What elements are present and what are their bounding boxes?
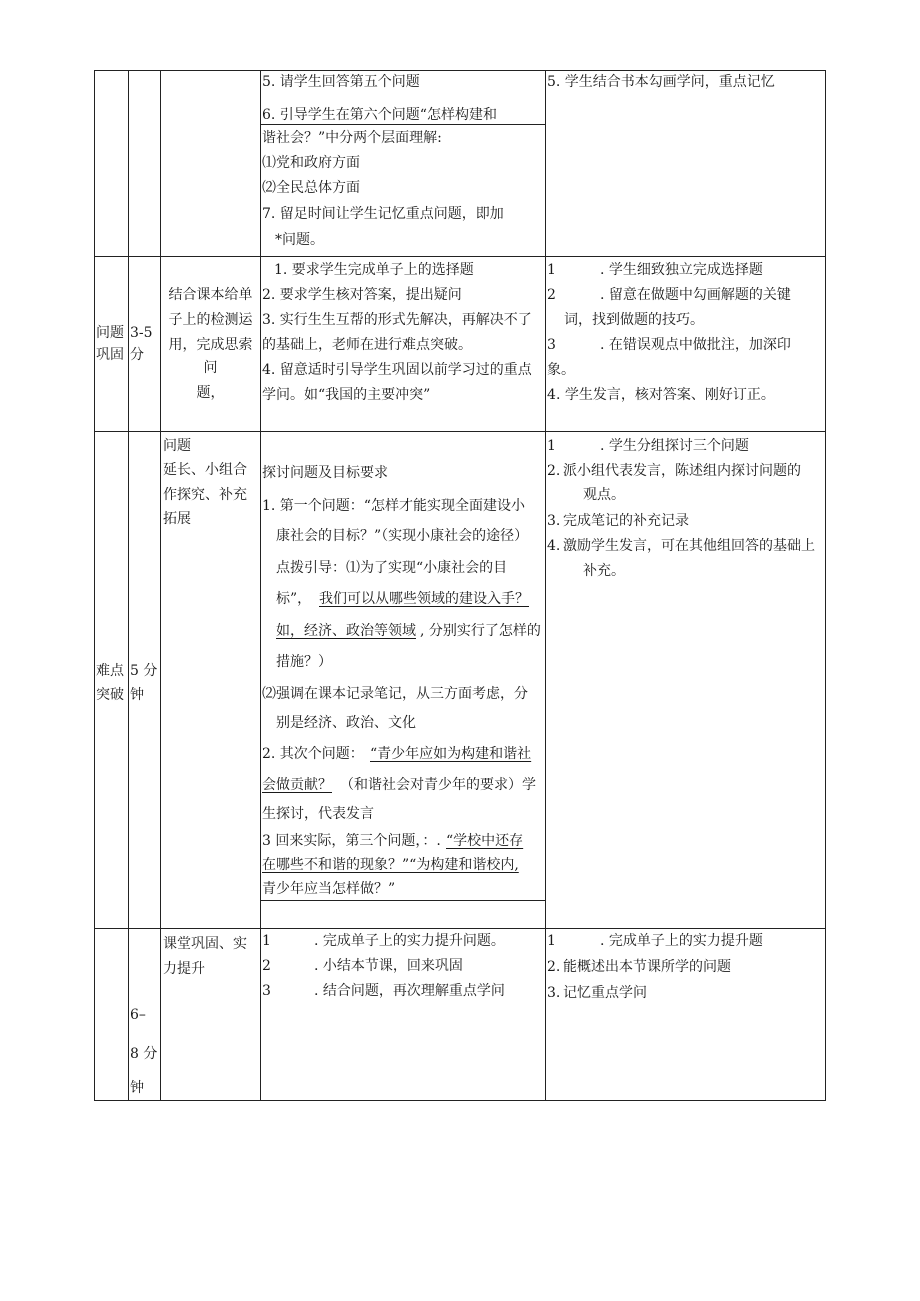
teacher-line-underlined: 在哪些不和谐的现象？”“为构建和谐校内, bbox=[262, 857, 519, 873]
col-divider-stage bbox=[128, 70, 129, 1100]
student-line: 派小组代表发言，陈述组内探讨问题的 bbox=[563, 463, 801, 479]
stage-label: 难点 bbox=[96, 663, 124, 679]
teacher-line-underlined: 如，经济、政治等领域 bbox=[276, 623, 416, 639]
student-num: 1 bbox=[547, 438, 556, 454]
student-line: . 留意在做题中勾画解题的关键 bbox=[600, 287, 791, 303]
teacher-line: 标”， bbox=[276, 591, 312, 607]
time-label: 钟 bbox=[130, 687, 144, 703]
student-line: 观点。 bbox=[583, 487, 625, 503]
teacher-inner-rule bbox=[260, 124, 545, 125]
student-num: 2. bbox=[547, 959, 561, 975]
col-divider-teacher bbox=[545, 70, 546, 1100]
student-line: 5. 学生结合书本勾画学问，重点记忆 bbox=[547, 74, 775, 90]
col-divider-activity bbox=[260, 70, 261, 1100]
student-num: 3 bbox=[547, 337, 556, 353]
teacher-line: 康社会的目标？”（实现小康社会的途径） bbox=[276, 528, 529, 544]
teacher-line: *问题。 bbox=[275, 232, 324, 248]
teacher-line: ⑵强调在课本记录笔记，从三方面考虑，分 bbox=[262, 686, 528, 702]
time-label: 3-5 bbox=[130, 325, 153, 341]
table-left-border bbox=[94, 70, 95, 1100]
teacher-line: . 完成单子上的实力提升问题。 bbox=[314, 933, 505, 949]
teacher-line: 学问。如“我国的主要冲突” bbox=[262, 387, 431, 403]
teacher-line: 青少年应当怎样做？” bbox=[262, 881, 396, 897]
teacher-line-underlined: 我们可以从哪些领域的建设入手？ bbox=[319, 591, 529, 607]
student-line: . 学生细致独立完成选择题 bbox=[600, 262, 763, 278]
stage-label: 巩固 bbox=[96, 347, 124, 363]
teacher-line: ⑴党和政府方面 bbox=[262, 155, 360, 171]
student-num: 1 bbox=[547, 262, 556, 278]
teacher-line: 5. 请学生回答第五个问题 bbox=[262, 74, 420, 90]
teacher-inner-rule bbox=[260, 900, 545, 901]
activity-line: 问题 bbox=[163, 438, 191, 454]
teacher-line: 7. 留足时间让学生记忆重点问题，即加 bbox=[262, 206, 504, 222]
activity-line: 课堂巩固、实 bbox=[163, 936, 247, 952]
time-label: 分 bbox=[130, 347, 144, 363]
activity-line: 作探究、补充 bbox=[163, 487, 247, 503]
student-line: 激励学生发言，可在其他组回答的基础上 bbox=[563, 538, 815, 554]
activity-line: 结合课本给单 bbox=[168, 287, 253, 303]
teacher-num: 2 bbox=[262, 958, 271, 974]
activity-line: 题， bbox=[196, 385, 225, 401]
student-line: 能概述出本节课所学的问题 bbox=[563, 959, 731, 975]
teacher-line: 1. 第一个问题：“怎样才能实现全面建设小 bbox=[262, 498, 525, 514]
teacher-line-underlined: “青少年应如为构建和谐社 bbox=[370, 746, 532, 762]
student-num: 2. bbox=[547, 463, 561, 479]
activity-line: 子上的检测运 bbox=[168, 312, 253, 328]
student-line: 完成笔记的补充记录 bbox=[563, 513, 689, 529]
teacher-line: 3. 实行生生互帮的形式先解决，再解决不了 bbox=[262, 312, 532, 328]
teacher-line: 6. 引导学生在第六个问题“怎样构建和 bbox=[262, 107, 497, 123]
activity-line: 延长、小组合 bbox=[163, 462, 247, 478]
time-label: 6– bbox=[130, 1007, 146, 1023]
teacher-line: 1. 要求学生完成单子上的选择题 bbox=[274, 262, 474, 278]
time-label: 钟 bbox=[130, 1080, 144, 1096]
student-num: 4 bbox=[547, 387, 556, 403]
teacher-line: 3 回来实际，第三个问题，：. bbox=[262, 833, 441, 849]
teacher-line: , 分别实行了怎样的 bbox=[420, 623, 541, 639]
teacher-line: ⑵全民总体方面 bbox=[262, 180, 360, 196]
table-bottom-border bbox=[94, 1100, 826, 1101]
student-line: 象。 bbox=[547, 362, 575, 378]
student-line: . 完成单子上的实力提升题 bbox=[600, 933, 763, 949]
stage-label: 突破 bbox=[96, 687, 124, 703]
student-num: 3. bbox=[547, 985, 561, 1001]
row-divider-3 bbox=[94, 928, 826, 929]
time-label: 5 分 bbox=[130, 663, 158, 679]
teacher-num: 1 bbox=[262, 933, 271, 949]
student-line: 记忆重点学问 bbox=[563, 985, 647, 1001]
teacher-line: 的基础上，老师在进行难点突破。 bbox=[262, 337, 472, 353]
teacher-num: 3 bbox=[262, 983, 271, 999]
teacher-line: 谐社会？”中分两个层面理解: bbox=[262, 130, 442, 146]
teacher-line: 措施？） bbox=[276, 654, 332, 670]
student-num: 2 bbox=[547, 287, 556, 303]
teacher-line-underlined: 会做贡献？ bbox=[262, 777, 332, 793]
table-right-border bbox=[825, 70, 826, 1100]
teacher-line: 2. 其次个问题： bbox=[262, 746, 364, 762]
student-line: . 学生发言，核对答案、刚好订正。 bbox=[556, 387, 775, 403]
teacher-line-underlined: “学校中还存 bbox=[446, 833, 524, 849]
stage-label: 问题 bbox=[96, 325, 124, 341]
col-divider-time bbox=[160, 70, 161, 1100]
student-num: 4. bbox=[547, 538, 561, 554]
activity-line: 力提升 bbox=[163, 961, 205, 977]
student-line: 词，找到做题的技巧。 bbox=[564, 312, 704, 328]
teacher-heading: 探讨问题及目标要求 bbox=[262, 465, 388, 481]
student-line: . 在错误观点中做批注，加深印 bbox=[600, 337, 791, 353]
teacher-line: . 结合问题，再次理解重点学问 bbox=[314, 983, 505, 999]
time-label: 8 分 bbox=[130, 1046, 158, 1062]
teacher-line: 点拨引导：⑴为了实现“小康社会的目 bbox=[276, 560, 508, 576]
student-num: 1 bbox=[547, 933, 556, 949]
teacher-line: 生探讨，代表发言 bbox=[262, 806, 374, 822]
row-divider-1 bbox=[94, 256, 826, 257]
teacher-line: 别是经济、政治、文化 bbox=[276, 715, 416, 731]
activity-line: 拓展 bbox=[163, 511, 191, 527]
activity-line: 用，完成思索 bbox=[168, 337, 253, 353]
student-line: 补充。 bbox=[583, 563, 625, 579]
teacher-line: . 小结本节课，回来巩固 bbox=[314, 958, 463, 974]
teacher-line: （和谐社会对青少年的要求）学 bbox=[340, 777, 536, 793]
activity-line: 问 bbox=[203, 360, 218, 376]
table-top-border bbox=[94, 70, 826, 71]
student-num: 3. bbox=[547, 513, 561, 529]
row-divider-2 bbox=[94, 431, 826, 432]
teacher-line: 4. 留意适时引导学生巩固以前学习过的重点 bbox=[262, 362, 532, 378]
teacher-line: 2. 要求学生核对答案，提出疑问 bbox=[262, 287, 462, 303]
student-line: . 学生分组探讨三个问题 bbox=[600, 438, 749, 454]
